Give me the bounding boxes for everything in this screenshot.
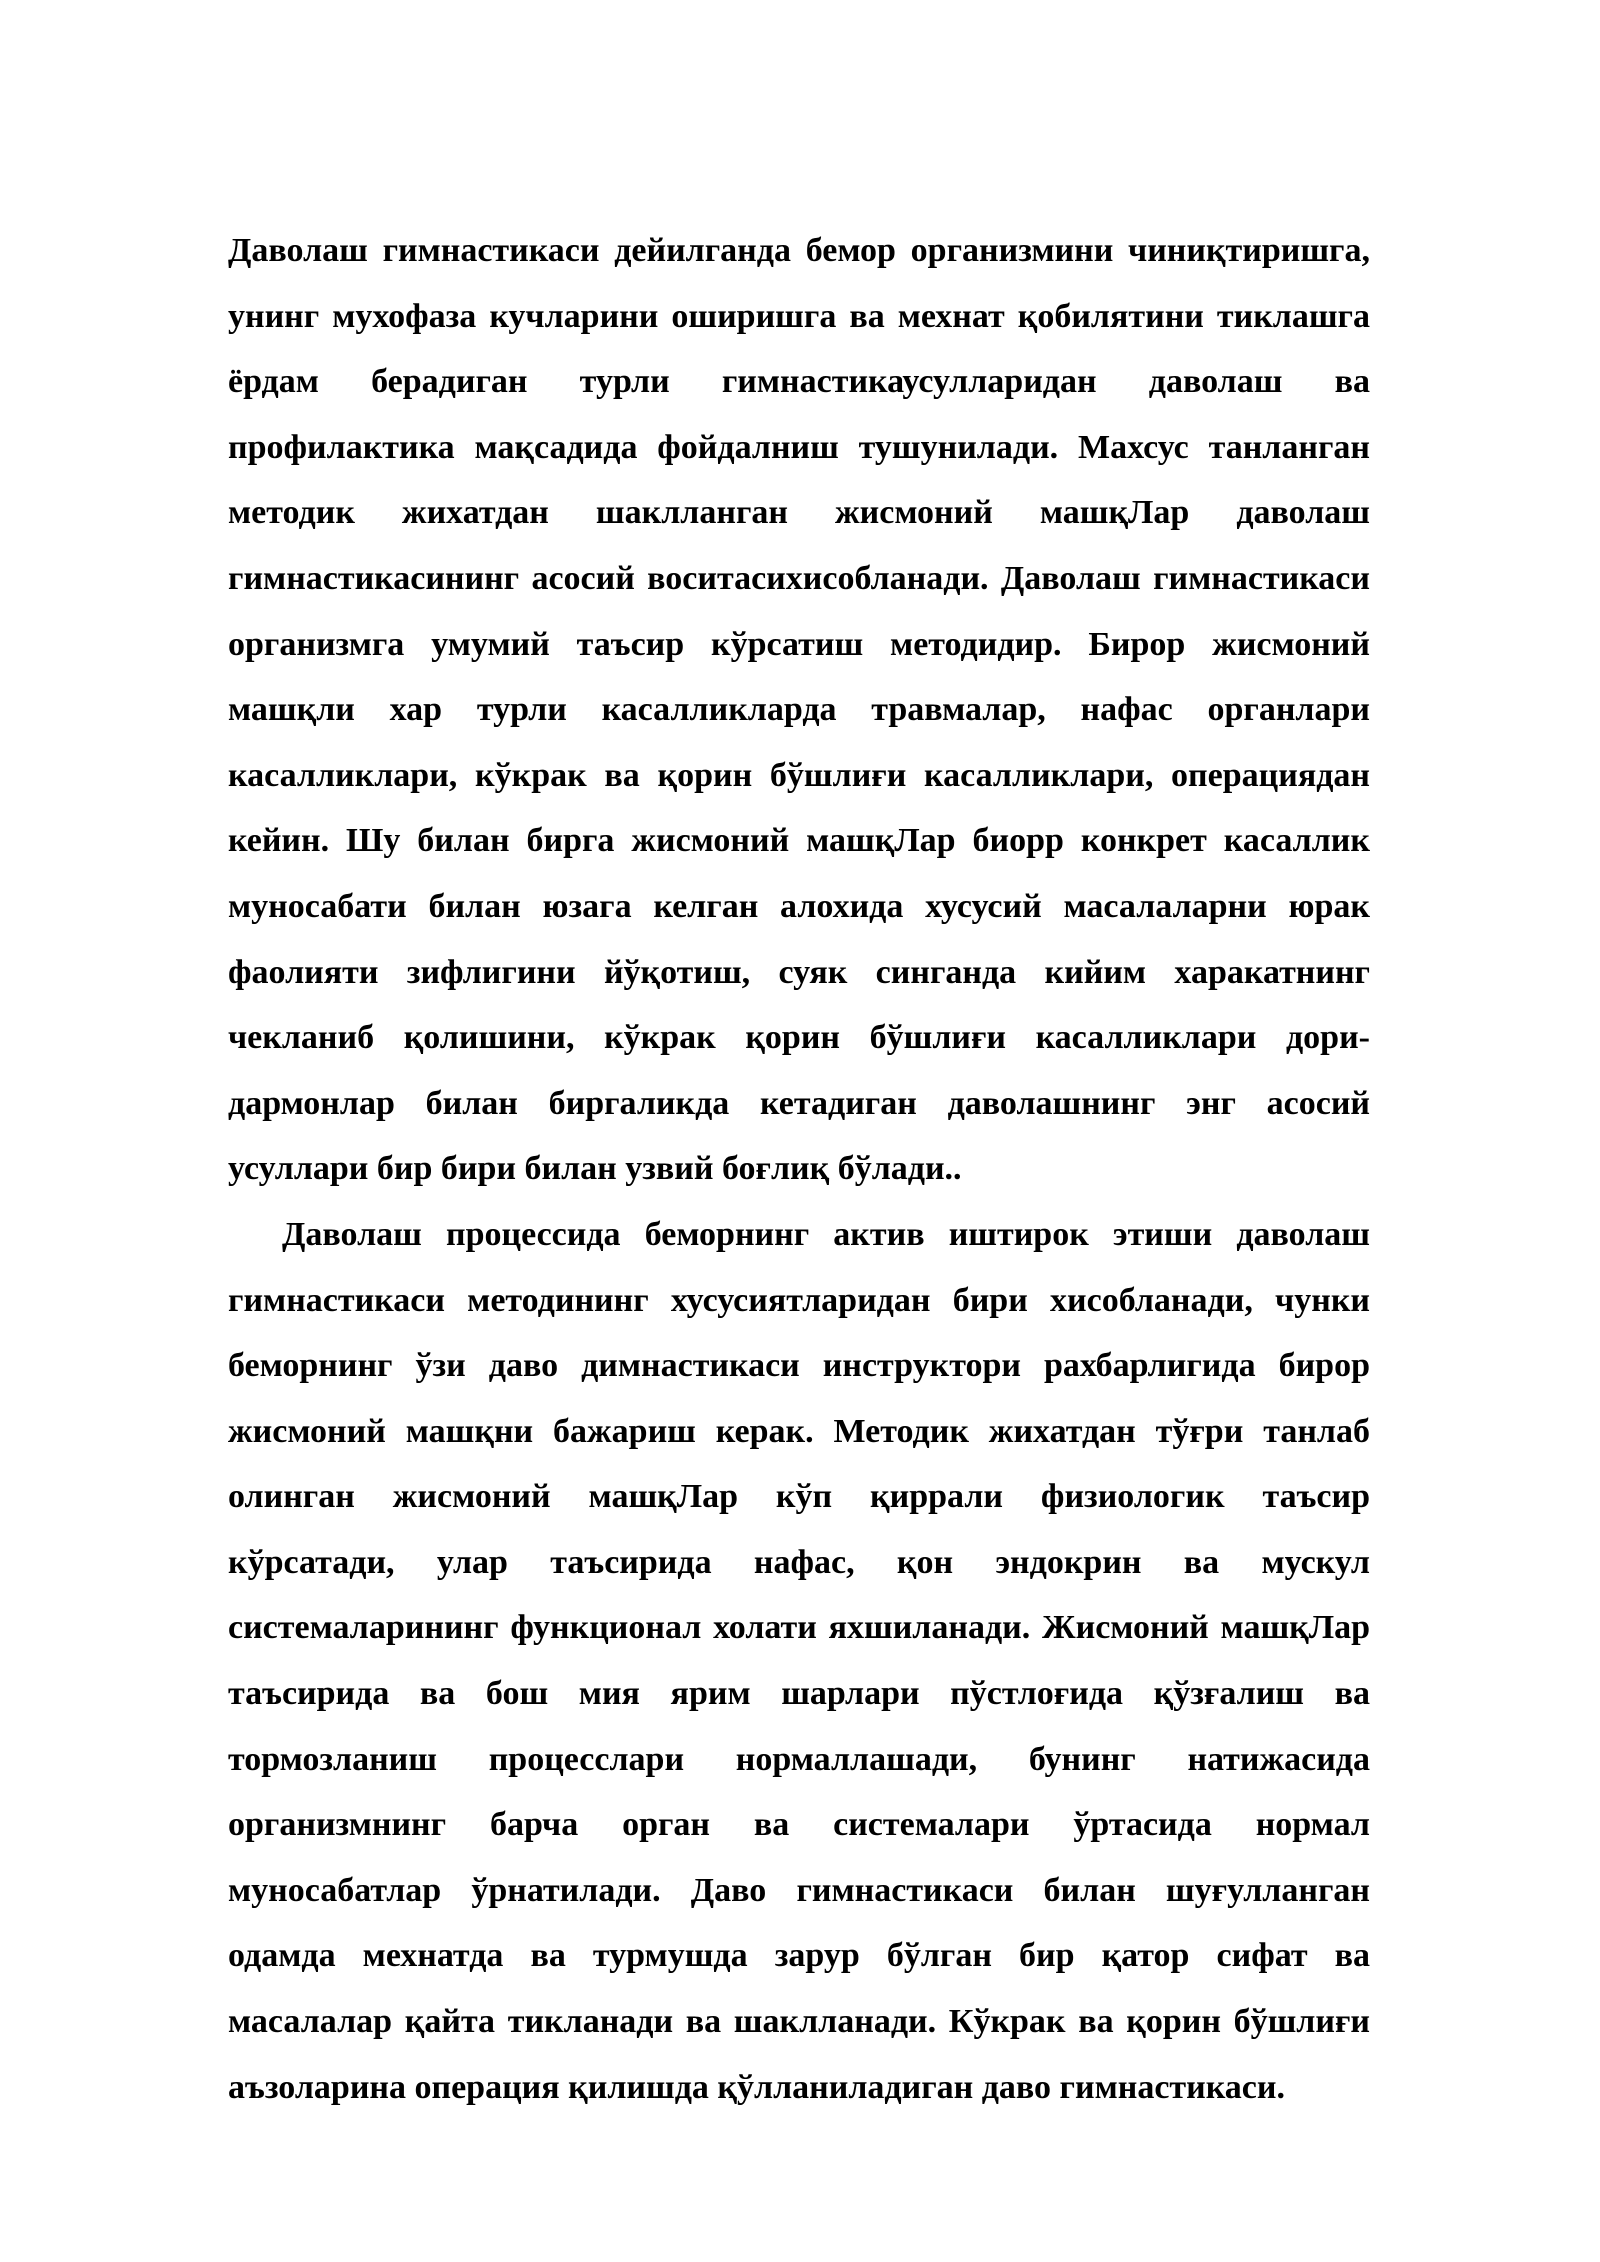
paragraph-1 xyxy=(228,218,1370,1202)
text-line: кўрсатади, улар таъсирида нафас, қон эндокрин ва мускул xyxy=(228,1543,1370,1581)
text-line: муносабати билан юзага келган алохида хусусий масалаларни юрак xyxy=(228,887,1370,925)
text-line: жисмоний машқни бажариш керак. Методик жихатдан тўғри танлаб xyxy=(228,1412,1370,1450)
text-line: системаларининг функционал холати яхшиланади. Жисмоний машқЛар xyxy=(228,1609,1370,1647)
text-line: унинг мухофаза кучларини оширишга ва мехнат қобилятини тиклашга xyxy=(228,297,1370,335)
text-line: муносабатлар ўрнатилади. Даво гимнастикаси билан шуғулланган xyxy=(228,1871,1370,1909)
text-line: тормозланиш процесслари нормаллашади, бунинг натижасида xyxy=(228,1740,1370,1778)
text-line: беморнинг ўзи даво димнастикаси инструктори рахбарлигида бирор xyxy=(228,1347,1370,1385)
text-line: Даволаш процессида беморнинг актив иштирок этиши даволаш xyxy=(282,1215,1370,1253)
text-line: машқли хар турли касалликларда травмалар, нафас органлари xyxy=(228,691,1370,729)
text-line: организмнинг барча орган ва системалари ўртасида нормал xyxy=(228,1806,1370,1844)
text-line: усуллари бир бири билан узвий боғлиқ бўлади.. xyxy=(228,1150,962,1188)
text-line: олинган жисмоний машқЛар кўп қиррали физиологик таъсир xyxy=(228,1478,1370,1516)
text-line: ёрдам берадиган турли гимнастикаусулларидан даволаш ва xyxy=(228,363,1370,401)
text-line: таъсирида ва бош мия ярим шарлари пўстлоғида қўзғалиш ва xyxy=(228,1675,1370,1713)
text-line: кейин. Шу билан бирга жисмоний машқЛар биорр конкрет касаллик xyxy=(228,822,1370,860)
paragraph-2 xyxy=(228,1202,1370,2120)
text-line: фаолияти зифлигини йўқотиш, суяк синганда кийим харакатнинг xyxy=(228,953,1370,991)
text-line: методик жихатдан шаклланган жисмоний машқЛар даволаш xyxy=(228,494,1370,532)
document-body xyxy=(228,218,1370,2120)
text-line: профилактика мақсадида фойдалниш тушунилади. Махсус танланган xyxy=(228,428,1370,466)
text-line: гимнастикасининг асосий воситасихисобланади. Даволаш гимнастикаси xyxy=(228,559,1370,597)
text-line: чекланиб қолишини, кўкрак қорин бўшлиғи касалликлари дори- xyxy=(228,1019,1370,1057)
text-line: аъзоларина операция қилишда қўлланиладиган даво гимнастикаси. xyxy=(228,2068,1285,2106)
text-line: Даволаш гимнастикаси дейилганда бемор организмини чиниқтиришга, xyxy=(228,232,1370,269)
text-line: дармонлар билан биргаликда кетадиган даволашнинг энг асосий xyxy=(228,1084,1370,1122)
text-line: гимнастикаси методининг хусусиятларидан бири хисобланади, чунки xyxy=(228,1281,1370,1319)
text-line: касалликлари, кўкрак ва қорин бўшлиғи касалликлари, операциядан xyxy=(228,756,1370,794)
text-line: организмга умумий таъсир кўрсатиш методидир. Бирор жисмоний xyxy=(228,625,1370,663)
text-line: одамда мехнатда ва турмушда зарур бўлган бир қатор сифат ва xyxy=(228,1937,1370,1975)
text-line: масалалар қайта тикланади ва шаклланади. Кўкрак ва қорин бўшлиғи xyxy=(228,2003,1370,2041)
